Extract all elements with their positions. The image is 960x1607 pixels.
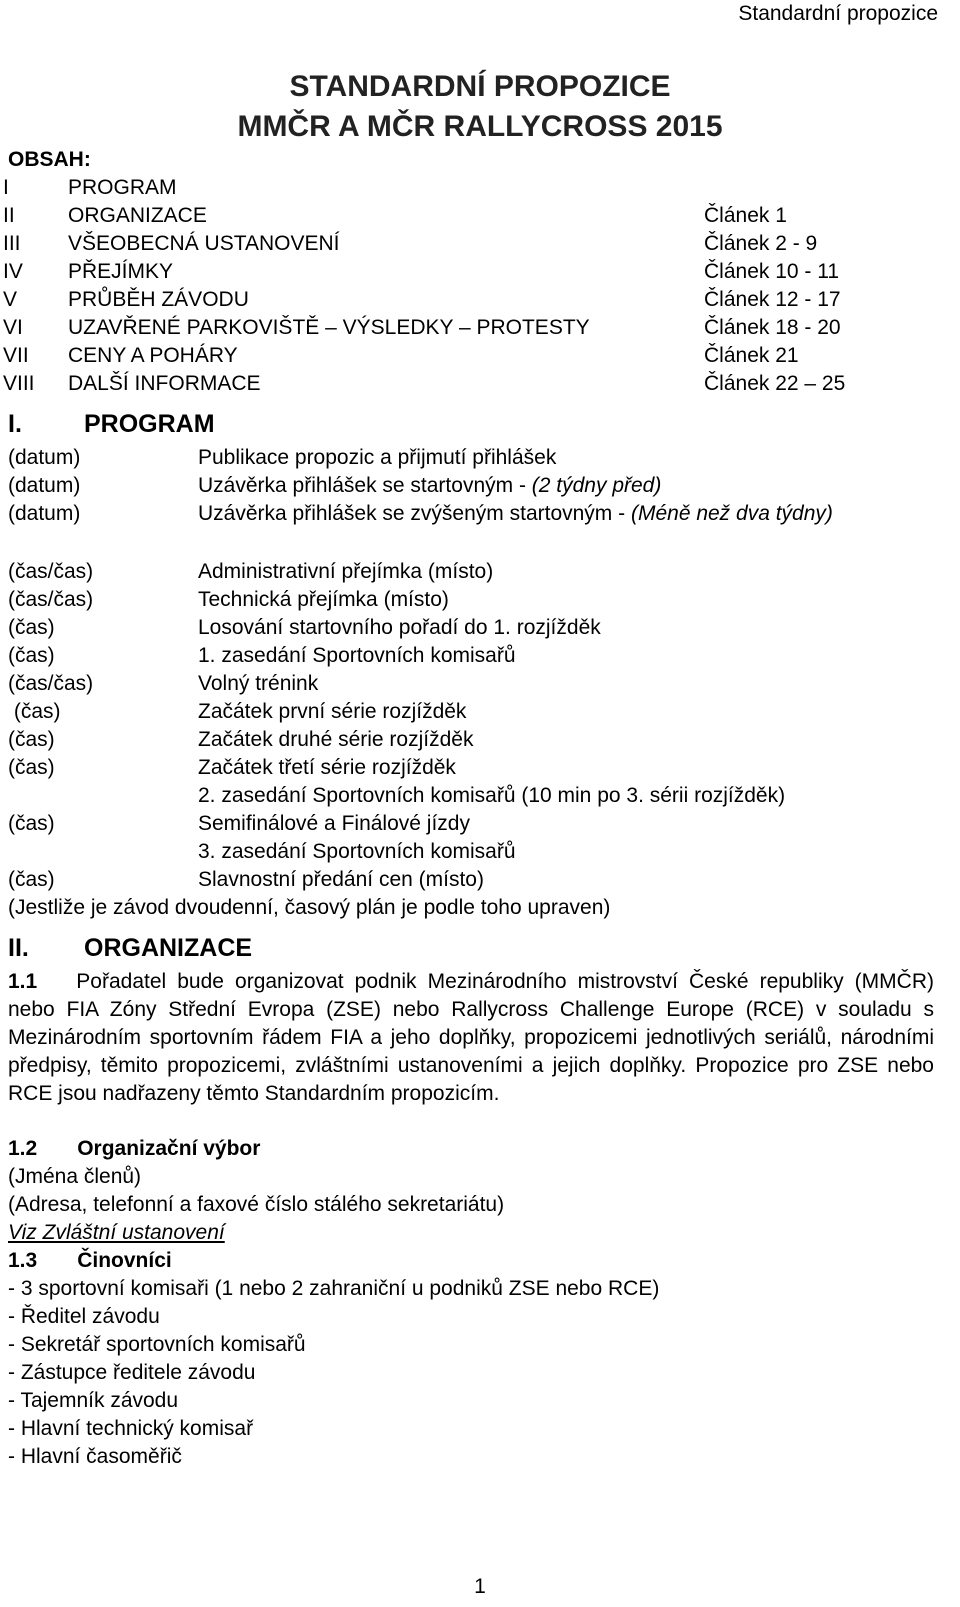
program-event: Administrativní přejímka (místo) <box>198 560 494 583</box>
contents-number: VII <box>3 344 29 367</box>
program-row <box>0 560 960 588</box>
contents-heading: OBSAH: <box>8 148 91 171</box>
program-event: 2. zasedání Sportovních komisařů (10 min po 3. sérii rozjížděk) <box>198 784 786 807</box>
subsection-heading <box>8 1249 172 1273</box>
contents-articles: Článek 2 - 9 <box>704 232 818 255</box>
program-event: Semifinálové a Finálové jízdy <box>198 812 470 835</box>
section-number: I. <box>8 410 22 438</box>
program-row <box>0 868 960 896</box>
contents-number: IV <box>3 260 23 283</box>
officials-item: - Hlavní časoměřič <box>8 1445 182 1468</box>
officials-item: - Hlavní technický komisař <box>8 1417 254 1440</box>
program-event-text: Uzávěrka přihlášek se startovným - <box>198 474 532 497</box>
program-time: (čas) <box>8 728 55 751</box>
contents-number: VI <box>3 316 23 339</box>
officials-item: - Tajemník závodu <box>8 1389 179 1412</box>
program-time: (čas/čas) <box>8 672 94 695</box>
subsection-title: Organizační výbor <box>77 1137 261 1160</box>
program-row <box>0 616 960 644</box>
officials-item: - 3 sportovní komisaři (1 nebo 2 zahraniční u podniků ZSE nebo RCE) <box>8 1277 660 1300</box>
program-event: Technická přejímka (místo) <box>198 588 449 611</box>
running-header: Standardní propozice <box>738 2 938 25</box>
program-event: Losování startovního pořadí do 1. rozjížděk <box>198 616 601 639</box>
article-number: 1.1 <box>8 970 38 993</box>
program-event: Slavnostní předání cen (místo) <box>198 868 484 891</box>
contents-number: VIII <box>3 372 35 395</box>
contents-title: PŘEJÍMKY <box>68 260 174 283</box>
program-row <box>0 502 960 530</box>
program-event-note: (Méně než dva týdny) <box>630 502 833 525</box>
contents-number: III <box>3 232 21 255</box>
reference-link[interactable]: Viz Zvláštní ustanovení <box>8 1221 225 1244</box>
officials-item: - Sekretář sportovních komisařů <box>8 1333 306 1356</box>
program-time: (čas) <box>8 868 55 891</box>
program-time: (čas) <box>8 644 55 667</box>
program-event: Začátek třetí série rozjížděk <box>198 756 456 779</box>
contents-articles: Článek 21 <box>704 344 799 367</box>
contents-number: II <box>3 204 15 227</box>
program-time: (datum) <box>8 474 81 497</box>
program-time: (čas) <box>8 700 61 723</box>
program-row <box>0 588 960 616</box>
contents-articles: Článek 22 – 25 <box>704 372 846 395</box>
subsection-title: Činovníci <box>77 1249 172 1272</box>
contents-row <box>0 260 960 288</box>
program-row <box>0 812 960 840</box>
contents-row <box>0 316 960 344</box>
contents-title: PROGRAM <box>68 176 177 199</box>
page-number: 1 <box>474 1575 486 1598</box>
program-note: (Jestliže je závod dvoudenní, časový plán je podle toho upraven) <box>8 896 611 919</box>
program-time: (čas) <box>8 812 55 835</box>
program-row <box>0 756 960 784</box>
program-event-note: (2 týdny před) <box>531 474 662 497</box>
contents-articles: Článek 18 - 20 <box>704 316 841 339</box>
officials-item: - Ředitel závodu <box>8 1305 160 1328</box>
section-number: II. <box>8 934 29 962</box>
program-row <box>0 644 960 672</box>
program-event <box>198 502 833 526</box>
contents-row <box>0 288 960 316</box>
officials-item: - Zástupce ředitele závodu <box>8 1361 256 1384</box>
contents-number: V <box>3 288 18 311</box>
program-row <box>0 700 960 728</box>
program-event <box>198 446 556 470</box>
document-title: STANDARDNÍ PROPOZICE <box>289 70 671 103</box>
program-row <box>0 784 960 812</box>
contents-articles: Článek 1 <box>704 204 787 227</box>
article-1-1 <box>8 968 934 1108</box>
contents-row <box>0 232 960 260</box>
program-event: 1. zasedání Sportovních komisařů <box>198 644 516 667</box>
section-heading: ORGANIZACE <box>84 934 253 962</box>
contents-title: CENY A POHÁRY <box>68 344 238 367</box>
program-row <box>0 446 960 474</box>
contents-title: UZAVŘENÉ PARKOVIŠTĚ – VÝSLEDKY – PROTESTY <box>68 316 590 339</box>
program-event: Začátek druhé série rozjížděk <box>198 728 474 751</box>
program-event <box>198 474 661 498</box>
contents-title: VŠEOBECNÁ USTANOVENÍ <box>68 232 340 255</box>
contents-title: DALŠÍ INFORMACE <box>68 372 261 395</box>
contents-row <box>0 372 960 400</box>
article-text: Pořadatel bude organizovat podnik Mezinárodního mistrovství České republiky (MMČR) nebo FIA Zóny Střední Evropa (ZSE) nebo Rallycross Challenge Europe (RCE) v souladu s Mezinárodním sportovním řádem FIA a jeho doplňky, propozicemi jednotlivých seriálů, národními předpisy, těmito propozicemi, zvláštními ustanoveními a jejich doplňky. Propozice pro ZSE nebo RCE jsou nadřazeny těmto Standardním propozicím. <box>8 970 934 1105</box>
program-time: (datum) <box>8 446 81 469</box>
program-event: Volný trénink <box>198 672 319 695</box>
contents-articles: Článek 10 - 11 <box>704 260 840 283</box>
subsection-number: 1.3 <box>8 1249 38 1272</box>
subsection-heading <box>8 1137 260 1161</box>
contents-row <box>0 204 960 232</box>
contents-title: ORGANIZACE <box>68 204 207 227</box>
program-row <box>0 840 960 868</box>
program-time: (čas) <box>8 756 55 779</box>
contents-row <box>0 344 960 372</box>
program-time: (čas/čas) <box>8 560 94 583</box>
committee-line: (Jména členů) <box>8 1165 142 1188</box>
program-event: 3. zasedání Sportovních komisařů <box>198 840 516 863</box>
program-time: (datum) <box>8 502 81 525</box>
document-subtitle: MMČR A MČR RALLYCROSS 2015 <box>237 110 723 143</box>
contents-articles: Článek 12 - 17 <box>704 288 841 311</box>
section-heading: PROGRAM <box>84 410 215 438</box>
subsection-number: 1.2 <box>8 1137 38 1160</box>
program-row <box>0 474 960 502</box>
program-row <box>0 672 960 700</box>
program-event-text: Publikace propozic a přijmutí přihlášek <box>198 446 557 469</box>
program-time: (čas) <box>8 616 55 639</box>
contents-title: PRŮBĚH ZÁVODU <box>68 288 249 311</box>
program-time: (čas/čas) <box>8 588 94 611</box>
program-row <box>0 728 960 756</box>
program-event-text: Uzávěrka přihlášek se zvýšeným startovným - <box>198 502 631 525</box>
program-event: Začátek první série rozjížděk <box>198 700 467 723</box>
contents-number: I <box>3 176 9 199</box>
contents-row <box>0 176 960 204</box>
committee-line: (Adresa, telefonní a faxové číslo stálého sekretariátu) <box>8 1193 505 1216</box>
